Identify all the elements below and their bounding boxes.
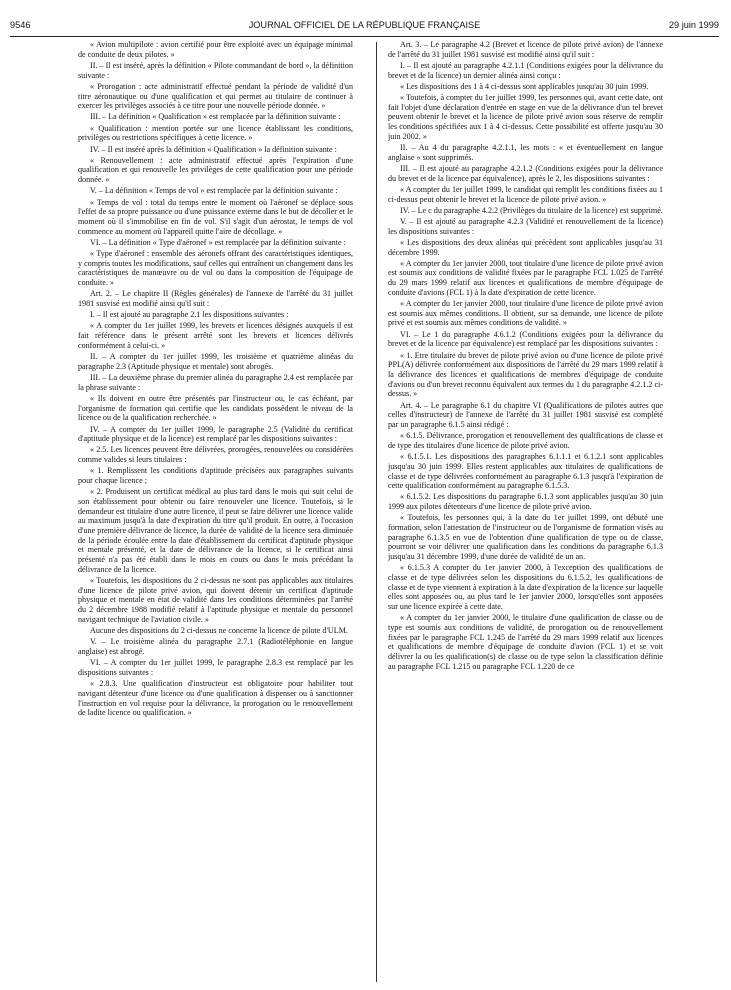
paragraph: « 2.8.3. Une qualification d'instructeur est obligatoire pour habiliter tout navigant détenteur d'une licence ou d'une qualification à dispenser ou à sanctionner l'instruction en vol requise pour la délivrance, la prorogation ou le renouvellement de ladite licence ou qualification. » [78, 679, 353, 718]
journal-title: JOURNAL OFFICIEL DE LA RÉPUBLIQUE FRANÇAISE [248, 20, 481, 30]
paragraph: « Toutefois, les personnes qui, à la date du 1er juillet 1999, ont débuté une formation, selon l'attestation de l'instructeur ou de l'organisme de formation visés au paragraphe 6.1.3.5 en vue de l'obtention d'une qualification de type ou de classe, pourront se voir délivrer une qualification dans les conditions du paragraphe 6.1.3 jusqu'au 31 décembre 1999, d'une durée de validité de un an. [388, 513, 663, 562]
paragraph: II. – Au 4 du paragraphe 4.2.1.1, les mots : « et éventuellement en langue anglaise » sont supprimés. [388, 143, 663, 162]
paragraph: Art. 4. – Le paragraphe 6.1 du chapitre VI (Qualifications de pilotes autres que celles d'instructeur) de l'annexe de l'arrêté du 31 juillet 1981 susvisé est complété par un paragraphe 6.1.5 ainsi rédigé : [388, 400, 663, 430]
paragraph: Aucune des dispositions du 2 ci-dessus ne concerne la licence de pilote d'ULM. [90, 626, 348, 636]
paragraph: I. – Il est ajouté au paragraphe 4.2.1.1 (Conditions exigées pour la délivrance du brevet et de la licence) un dernier alinéa ainsi conçu : [388, 60, 663, 80]
paragraph: « A compter du 1er janvier 2000, tout titulaire d'une licence de pilote privé avion est soumis aux mêmes conditions. Il obtient, sur sa demande, une licence de pilote privé et est soumis aux mêmes conditions de validité. » [388, 299, 663, 328]
paragraph: « 1. Etre titulaire du brevet de pilote privé avion ou d'une licence de pilote privé PPL(A) délivrée conformément aux dispositions de l'arrêté du 29 mars 1999 relatif à la délivrance des licences et qualifications de membres d'équipage de conduite d'avions ou d'un brevet reconnu équivalent aux termes du 1 du paragraphe 4.2.1.2 ci-dessus. » [388, 350, 663, 399]
paragraph: « A compter du 1er juillet 1999, les brevets et licences désignés auxquels il est fait référence dans le présent arrêté sont les brevets et licences délivrés conformément à celui-ci. » [78, 321, 353, 350]
paragraph: « Qualification : mention portée sur une licence établissant les conditions, privilèges ou restrictions spécifiques à cette licence. » [78, 123, 353, 143]
header-rule [10, 36, 719, 37]
paragraph: IV. – Le c du paragraphe 4.2.2 (Privilèges du titulaire de la licence) est supprimé. [400, 205, 663, 215]
paragraph: « Ils doivent en outre être présentés par l'instructeur ou, le cas échéant, par l'organisme de formation qui certifie que les candidats possèdent le niveau de la licence ou de la qualification recherchée. » [78, 393, 353, 423]
paragraph: V. – Il est ajouté au paragraphe 4.2.3 (Validité et renouvellement de la licence) les dispositions suivantes : [388, 216, 663, 236]
paragraph: « A compter du 1er juillet 1999, le candidat qui remplit les conditions fixées au 1 ci-dessus peut obtenir le brevet et la licence de pilote privé avion. » [388, 184, 663, 204]
right-column [388, 40, 663, 984]
paragraph: Art. 3. – Le paragraphe 4.2 (Brevet et licence de pilote privé avion) de l'annexe de l'arrêté du 31 juillet 1981 susvisé est modifié ainsi qu'il suit : [388, 40, 663, 59]
paragraph: VI. – La définition « Type d'aéronef » est remplacée par la définition suivante : [90, 237, 346, 247]
paragraph: « Renouvellement : acte administratif effectué après l'expiration d'une qualification et qui renouvelle les privilèges de cette qualification pour une période donnée. » [78, 155, 353, 185]
paragraph: « 6.1.5. Délivrance, prorogation et renouvellement des qualifications de classe et de type des titulaires d'une licence de pilote privé avion. [388, 431, 663, 450]
paragraph: IV. – Il est inséré après la définition « Qualification » la définition suivante : [90, 144, 337, 154]
paragraph: « Toutefois, à compter du 1er juillet 1999, les personnes qui, avant cette date, ont fait l'objet d'une déclaration d'entrée en stage en vue de la délivrance d'un tel brevet peuvent obtenir le brevet et la licence de pilote privé avion sous réserve de remplir les conditions spécifiées aux 1 à 4 ci-dessus. Cette possibilité est offerte jusqu'au 30 juin 2002. » [388, 93, 663, 141]
page-number: 9546 [10, 20, 31, 30]
paragraph: II. – Il est inséré, après la définition « Pilote commandant de bord », la définition suivante : [78, 60, 353, 80]
paragraph: Art. 2. – Le chapitre II (Règles générales) de l'annexe de l'arrêté du 31 juillet 1981 susvisé est modifié ainsi qu'il suit : [78, 289, 353, 309]
paragraph: « Toutefois, les dispositions du 2 ci-dessus ne sont pas applicables aux titulaires d'une licence de pilote privé avion, qui doivent détenir un certificat d'aptitude physique et mentale en état de validité dans les conditions déterminées par l'arrêté du 2 décembre 1988 modifié relatif à l'aptitude physique et mentale du personnel navigant technique de l'aviation civile. » [78, 576, 353, 624]
paragraph: « Prorogation : acte administratif effectué pendant la période de validité d'un titre aéronautique ou d'une qualification et qui permet au titulaire de continuer à exercer les privilèges associés à ce titre pour une nouvelle période donnée. » [78, 81, 353, 111]
publication-date: 29 juin 1999 [668, 20, 719, 30]
paragraph: I. – Il est ajouté au paragraphe 2.1 les dispositions suivantes : [90, 310, 289, 320]
page-header [10, 20, 719, 40]
paragraph: « 2.5. Les licences peuvent être délivrées, prorogées, renouvelées ou considérées comme valides si leurs titulaires : [78, 445, 353, 465]
paragraph: IV. – A compter du 1er juillet 1999, le paragraphe 2.5 (Validité du certificat d'aptitude physique et de la licence) est remplacé par les dispositions suivantes : [78, 424, 353, 444]
paragraph: III. – Il est ajouté au paragraphe 4.2.1.2 (Conditions exigées pour la délivrance du brevet et de la licence par équivalence), après le 2, les dispositions suivantes : [388, 163, 663, 183]
paragraph: « A compter du 1er janvier 2000, tout titulaire d'une licence de pilote privé avion est soumis aux conditions de validité fixées par le paragraphe FCL 1.025 de l'arrêté du 29 mars 1999 relatif aux licences et qualifications de membre d'équipage de conduite d'avions (FCL 1) à la date d'expiration de cette licence. [388, 258, 663, 297]
paragraph: « Les dispositions des deux alinéas qui précèdent sont applicables jusqu'au 31 décembre 1999. [388, 237, 663, 257]
paragraph: « 1. Remplissent les conditions d'aptitude précisées aux paragraphes suivants pour chaque licence ; [78, 466, 353, 486]
paragraph: V. – La définition « Temps de vol » est remplacée par la définition suivante : [90, 186, 338, 196]
paragraph: « 6.1.5.2. Les dispositions du paragraphe 6.1.3 sont applicables jusqu'au 30 juin 1999 aux pilotes détenteurs d'une licence de pilote privé avion. [388, 492, 663, 512]
paragraph: VI. – A compter du 1er juillet 1999, le paragraphe 2.8.3 est remplacé par les dispositions suivantes : [78, 658, 353, 677]
column-divider [376, 42, 377, 982]
paragraph: « Avion multipilote : avion certifié pour être exploité avec un équipage minimal de conduite de deux pilotes. » [78, 40, 353, 59]
paragraph: « 6.1.5.3 A compter du 1er janvier 2000, à l'exception des qualifications de classe et de type délivrées selon les dispositions du 6.1.5.2, les qualifications de classe et de type viennent à expiration à la date d'expiration de la licence sur laquelle elles sont apposées ou, au plus tard le 1er janvier 2000, lorsqu'elles sont apposées sur une licence expirée à cette date. [388, 563, 663, 612]
paragraph: II. – A compter du 1er juillet 1999, les troisième et quatrième alinéas du paragraphe 2.3 (Aptitude physique et mentale) sont abrogés. [78, 352, 353, 371]
left-column [78, 40, 353, 984]
paragraph: « Type d'aéronef : ensemble des aéronefs offrant des caractéristiques identiques, y compris toutes les modifications, sauf celles qui entraînent un changement dans les caractéristiques de manœuvre ou de vol ou dans la composition de l'équipage de conduite. » [78, 249, 353, 288]
paragraph: VI. – Le 1 du paragraphe 4.6.1.2 (Conditions exigées pour la délivrance du brevet et de la licence par équivalence) est remplacé par les dispositions suivantes : [388, 329, 663, 349]
paragraph: V. – Le troisième alinéa du paragraphe 2.7.1 (Radiotéléphonie en langue anglaise) est abrogé. [78, 637, 353, 656]
paragraph: « 2. Produisent un certificat médical au plus tard dans le mois qui suit celui de son établissement pour obtenir ou faire renouveler une licence. Toutefois, si le demandeur est titulaire d'une autre licence, il peut se faire délivrer une licence valide au maximum jusqu'à la date d'expiration du titre qu'il produit. En outre, à l'occasion d'une première délivrance de licence, la durée de validité de la licence sera diminuée de la période écoulée entre la date d'établissement du certificat d'aptitude physique et mentale présenté, et la date de délivrance de la licence, si le certificat ainsi présenté n'a pas été établi dans le mois en cours ou dans le mois précédant la délivrance de la licence. [78, 487, 353, 574]
paragraph: « Temps de vol : total du temps entre le moment où l'aéronef se déplace sous l'effet de sa propre puissance ou d'une puissance externe dans le but de décoller et le moment où il s'immobilise en fin de vol. S'il s'agit d'un aérostat, le temps de vol commence au moment où l'appareil quitte l'aire de décollage. » [78, 197, 353, 236]
paragraph: « A compter du 1er janvier 2000, le titulaire d'une qualification de classe ou de type est soumis aux conditions de validité, de prorogation ou de renouvellement fixées par le paragraphe FCL 1.245 de l'arrêté du 29 mars 1999 relatif aux licences et qualifications de membre d'équipage de conduite d'avion (FCL 1) et se voit délivrer la ou les qualification(s) de classe ou de type selon la classification définie au paragraphe FCL 1.215 ou paragraphe FCL 1.220 de ce [388, 613, 663, 671]
paragraph: « Les dispositions des 1 à 4 ci-dessus sont applicables jusqu'au 30 juin 1999. [400, 81, 649, 91]
paragraph: « 6.1.5.1. Les dispositions des paragraphes 6.1.1.1 et 6.1.2.1 sont applicables jusqu'au 30 juin 1999. Elles restent applicables aux titulaires de qualifications de classe et de type délivrées conformément au paragraphe 6.1.3 jusqu'à l'expiration de cette qualification conformément au paragraphe 6.1.5.3. [388, 452, 663, 491]
paragraph: III. – La définition « Qualification » est remplacée par la définition suivante : [90, 112, 341, 122]
paragraph: III. – La deuxième phrase du premier alinéa du paragraphe 2.4 est remplacée par la phrase suivante : [78, 373, 353, 392]
